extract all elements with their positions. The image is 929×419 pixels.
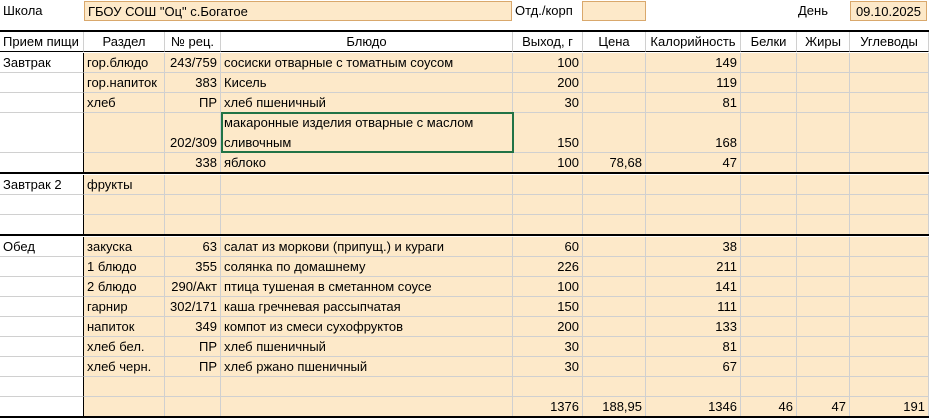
- cell-dish[interactable]: салат из моркови (припущ.) и кураги: [221, 237, 513, 257]
- cell-recipe[interactable]: 290/Акт: [165, 277, 221, 297]
- cell-section[interactable]: хлеб: [84, 93, 165, 113]
- cell-calories[interactable]: 141: [646, 277, 741, 297]
- cell-dish[interactable]: яблоко: [221, 153, 513, 173]
- cell-meal[interactable]: Завтрак: [0, 53, 84, 73]
- cell-fats[interactable]: [797, 153, 850, 173]
- dept-label: Отд./корп: [515, 3, 573, 18]
- dept-value-cell[interactable]: [582, 1, 646, 21]
- cell-recipe[interactable]: ПР: [165, 357, 221, 377]
- cell-price[interactable]: [583, 195, 646, 215]
- cell-fats[interactable]: 47: [797, 397, 850, 417]
- cell-meal[interactable]: [0, 297, 84, 317]
- cell-dish[interactable]: сосиски отварные с томатным соусом: [221, 53, 513, 73]
- cell-output[interactable]: 200: [513, 73, 583, 93]
- column-header-dish[interactable]: Блюдо: [221, 32, 513, 52]
- table-row: [0, 237, 929, 257]
- cell-output[interactable]: [513, 195, 583, 215]
- cell-recipe[interactable]: [165, 175, 221, 195]
- table-bottom-border: [0, 416, 929, 418]
- cell-section[interactable]: [84, 215, 165, 235]
- cell-price[interactable]: [583, 215, 646, 235]
- cell-fats[interactable]: [797, 277, 850, 297]
- cell-recipe[interactable]: ПР: [165, 337, 221, 357]
- table-row: [0, 337, 929, 357]
- cell-calories[interactable]: [646, 377, 741, 397]
- cell-dish[interactable]: хлеб пшеничный: [221, 93, 513, 113]
- table-row: [0, 377, 929, 397]
- cell-carbs[interactable]: [850, 337, 929, 357]
- cell-calories[interactable]: [646, 215, 741, 235]
- cell-price[interactable]: 188,95: [583, 397, 646, 417]
- cell-calories[interactable]: [646, 175, 741, 195]
- cell-price[interactable]: [583, 93, 646, 113]
- cell-meal[interactable]: [0, 73, 84, 93]
- cell-fats[interactable]: [797, 257, 850, 277]
- cell-proteins[interactable]: [741, 377, 797, 397]
- cell-carbs[interactable]: [850, 195, 929, 215]
- cell-fats[interactable]: [797, 195, 850, 215]
- cell-proteins[interactable]: [741, 53, 797, 73]
- table-row: [0, 397, 929, 417]
- school-label: Школа: [3, 3, 43, 18]
- cell-calories[interactable]: 47: [646, 153, 741, 173]
- cell-proteins[interactable]: [741, 195, 797, 215]
- cell-proteins[interactable]: [741, 73, 797, 93]
- table-row: [0, 357, 929, 377]
- cell-output[interactable]: 150: [513, 113, 583, 153]
- cell-meal[interactable]: [0, 277, 84, 297]
- cell-price[interactable]: 78,68: [583, 153, 646, 173]
- cell-dish[interactable]: птица тушеная в сметанном соусе: [221, 277, 513, 297]
- cell-carbs[interactable]: 191: [850, 397, 929, 417]
- cell-meal[interactable]: Завтрак 2: [0, 175, 84, 195]
- cell-meal[interactable]: [0, 337, 84, 357]
- cell-proteins[interactable]: [741, 113, 797, 153]
- cell-output[interactable]: 226: [513, 257, 583, 277]
- table-row: [0, 73, 929, 93]
- dish-text-line-2: сливочным: [224, 135, 292, 150]
- cell-recipe[interactable]: [165, 397, 221, 417]
- cell-dish[interactable]: [221, 175, 513, 195]
- cell-carbs[interactable]: [850, 317, 929, 337]
- table-row: [0, 175, 929, 195]
- cell-calories[interactable]: 81: [646, 337, 741, 357]
- cell-output[interactable]: 100: [513, 277, 583, 297]
- cell-dish[interactable]: солянка по домашнему: [221, 257, 513, 277]
- cell-carbs[interactable]: [850, 53, 929, 73]
- cell-output[interactable]: 30: [513, 337, 583, 357]
- cell-section[interactable]: гарнир: [84, 297, 165, 317]
- cell-section[interactable]: [84, 397, 165, 417]
- cell-calories[interactable]: 1346: [646, 397, 741, 417]
- cell-fats[interactable]: [797, 73, 850, 93]
- cell-price[interactable]: [583, 175, 646, 195]
- column-header-fats[interactable]: Жиры: [797, 32, 850, 52]
- cell-fats[interactable]: [797, 297, 850, 317]
- cell-recipe[interactable]: 383: [165, 73, 221, 93]
- cell-fats[interactable]: [797, 377, 850, 397]
- cell-price[interactable]: [583, 377, 646, 397]
- cell-meal[interactable]: [0, 257, 84, 277]
- table-row: [0, 195, 929, 215]
- table-row: [0, 93, 929, 113]
- cell-calories[interactable]: 133: [646, 317, 741, 337]
- cell-fats[interactable]: [797, 317, 850, 337]
- cell-calories[interactable]: 168: [646, 113, 741, 153]
- cell-section[interactable]: хлеб бел.: [84, 337, 165, 357]
- cell-proteins[interactable]: [741, 277, 797, 297]
- cell-price[interactable]: [583, 297, 646, 317]
- cell-price[interactable]: [583, 113, 646, 153]
- cell-proteins[interactable]: [741, 337, 797, 357]
- cell-calories[interactable]: 149: [646, 53, 741, 73]
- cell-dish[interactable]: каша гречневая рассыпчатая: [221, 297, 513, 317]
- cell-proteins[interactable]: [741, 317, 797, 337]
- cell-output[interactable]: 200: [513, 317, 583, 337]
- cell-carbs[interactable]: [850, 73, 929, 93]
- cell-recipe[interactable]: 243/759: [165, 53, 221, 73]
- table-row: [0, 317, 929, 337]
- cell-calories[interactable]: 211: [646, 257, 741, 277]
- cell-section[interactable]: [84, 113, 165, 153]
- cell-section[interactable]: [84, 195, 165, 215]
- cell-calories[interactable]: 111: [646, 297, 741, 317]
- cell-dish[interactable]: [221, 377, 513, 397]
- table-top-border: [0, 30, 929, 32]
- group-separator: [0, 234, 929, 236]
- cell-section[interactable]: [84, 377, 165, 397]
- cell-recipe[interactable]: [165, 195, 221, 215]
- cell-carbs[interactable]: [850, 357, 929, 377]
- cell-carbs[interactable]: [850, 175, 929, 195]
- cell-output[interactable]: [513, 175, 583, 195]
- cell-carbs[interactable]: [850, 215, 929, 235]
- cell-proteins[interactable]: [741, 93, 797, 113]
- cell-calories[interactable]: 38: [646, 237, 741, 257]
- cell-proteins[interactable]: [741, 357, 797, 377]
- day-label: День: [798, 3, 828, 18]
- cell-recipe[interactable]: 63: [165, 237, 221, 257]
- cell-fats[interactable]: [797, 93, 850, 113]
- cell-section[interactable]: напиток: [84, 317, 165, 337]
- cell-recipe[interactable]: ПР: [165, 93, 221, 113]
- school-value-cell[interactable]: ГБОУ СОШ "Оц" с.Богатое: [84, 1, 512, 21]
- table-row: [0, 153, 929, 173]
- cell-carbs[interactable]: [850, 277, 929, 297]
- dish-text-line-1: макаронные изделия отварные с маслом: [224, 115, 474, 130]
- cell-section[interactable]: хлеб черн.: [84, 357, 165, 377]
- cell-proteins[interactable]: [741, 215, 797, 235]
- cell-carbs[interactable]: [850, 297, 929, 317]
- table-header-row: [0, 32, 929, 52]
- cell-output[interactable]: 30: [513, 357, 583, 377]
- cell-fats[interactable]: [797, 53, 850, 73]
- column-header-carbs[interactable]: Углеводы: [850, 32, 929, 52]
- cell-recipe[interactable]: 338: [165, 153, 221, 173]
- cell-meal[interactable]: Обед: [0, 237, 84, 257]
- cell-calories[interactable]: 119: [646, 73, 741, 93]
- cell-fats[interactable]: [797, 113, 850, 153]
- cell-output[interactable]: 150: [513, 297, 583, 317]
- cell-recipe[interactable]: [165, 215, 221, 235]
- cell-dish[interactable]: хлеб пшеничный: [221, 337, 513, 357]
- cell-meal[interactable]: [0, 397, 84, 417]
- cell-meal[interactable]: [0, 317, 84, 337]
- column-header-section[interactable]: Раздел: [84, 32, 165, 52]
- table-row: [0, 257, 929, 277]
- cell-carbs[interactable]: [850, 93, 929, 113]
- cell-price[interactable]: [583, 53, 646, 73]
- cell-carbs[interactable]: [850, 257, 929, 277]
- cell-fats[interactable]: [797, 357, 850, 377]
- cell-dish[interactable]: хлеб ржано пшеничный: [221, 357, 513, 377]
- cell-price[interactable]: [583, 73, 646, 93]
- cell-meal[interactable]: [0, 93, 84, 113]
- cell-output[interactable]: [513, 215, 583, 235]
- cell-meal[interactable]: [0, 377, 84, 397]
- cell-recipe[interactable]: [165, 377, 221, 397]
- cell-proteins[interactable]: [741, 297, 797, 317]
- cell-dish[interactable]: [221, 397, 513, 417]
- cell-section[interactable]: [84, 153, 165, 173]
- cell-price[interactable]: [583, 277, 646, 297]
- cell-carbs[interactable]: [850, 377, 929, 397]
- cell-dish[interactable]: Кисель: [221, 73, 513, 93]
- column-header-output[interactable]: Выход, г: [513, 32, 583, 52]
- column-header-price[interactable]: Цена: [583, 32, 646, 52]
- cell-meal[interactable]: [0, 195, 84, 215]
- cell-section[interactable]: 2 блюдо: [84, 277, 165, 297]
- cell-price[interactable]: [583, 237, 646, 257]
- column-header-meal[interactable]: Прием пищи: [0, 32, 84, 52]
- cell-section[interactable]: фрукты: [84, 175, 165, 195]
- table-row: [0, 215, 929, 235]
- cell-carbs[interactable]: [850, 237, 929, 257]
- cell-price[interactable]: [583, 257, 646, 277]
- cell-output[interactable]: 60: [513, 237, 583, 257]
- cell-section[interactable]: 1 блюдо: [84, 257, 165, 277]
- cell-meal[interactable]: [0, 357, 84, 377]
- cell-carbs[interactable]: [850, 153, 929, 173]
- cell-price[interactable]: [583, 337, 646, 357]
- cell-carbs[interactable]: [850, 113, 929, 153]
- cell-fats[interactable]: [797, 337, 850, 357]
- cell-fats[interactable]: [797, 215, 850, 235]
- cell-price[interactable]: [583, 317, 646, 337]
- day-value-cell[interactable]: 09.10.2025: [850, 1, 927, 21]
- selected-cell-outline: [221, 112, 514, 153]
- table-row: [0, 277, 929, 297]
- cell-section[interactable]: гор.напиток: [84, 73, 165, 93]
- cell-dish[interactable]: компот из смеси сухофруктов: [221, 317, 513, 337]
- cell-calories[interactable]: [646, 195, 741, 215]
- cell-output[interactable]: 30: [513, 93, 583, 113]
- cell-section[interactable]: закуска: [84, 237, 165, 257]
- cell-proteins[interactable]: [741, 257, 797, 277]
- cell-calories[interactable]: 81: [646, 93, 741, 113]
- cell-output[interactable]: 100: [513, 153, 583, 173]
- cell-recipe[interactable]: 302/171: [165, 297, 221, 317]
- table-row: [0, 53, 929, 73]
- column-header-calories[interactable]: Калорийность: [646, 32, 741, 52]
- cell-proteins[interactable]: [741, 237, 797, 257]
- cell-output[interactable]: 100: [513, 53, 583, 73]
- cell-calories[interactable]: 67: [646, 357, 741, 377]
- cell-fats[interactable]: [797, 175, 850, 195]
- cell-recipe[interactable]: 202/309: [165, 113, 221, 153]
- cell-fats[interactable]: [797, 237, 850, 257]
- group-separator: [0, 172, 929, 174]
- cell-section[interactable]: гор.блюдо: [84, 53, 165, 73]
- cell-proteins[interactable]: [741, 153, 797, 173]
- cell-price[interactable]: [583, 357, 646, 377]
- column-header-proteins[interactable]: Белки: [741, 32, 797, 52]
- cell-proteins[interactable]: [741, 175, 797, 195]
- cell-recipe[interactable]: 349: [165, 317, 221, 337]
- table-row: [0, 297, 929, 317]
- cell-output[interactable]: 1376: [513, 397, 583, 417]
- cell-meal[interactable]: [0, 215, 84, 235]
- column-header-recipe[interactable]: № рец.: [165, 32, 221, 52]
- cell-dish[interactable]: [221, 195, 513, 215]
- cell-proteins[interactable]: 46: [741, 397, 797, 417]
- cell-meal[interactable]: [0, 113, 84, 153]
- cell-recipe[interactable]: 355: [165, 257, 221, 277]
- cell-output[interactable]: [513, 377, 583, 397]
- cell-meal[interactable]: [0, 153, 84, 173]
- cell-dish[interactable]: [221, 215, 513, 235]
